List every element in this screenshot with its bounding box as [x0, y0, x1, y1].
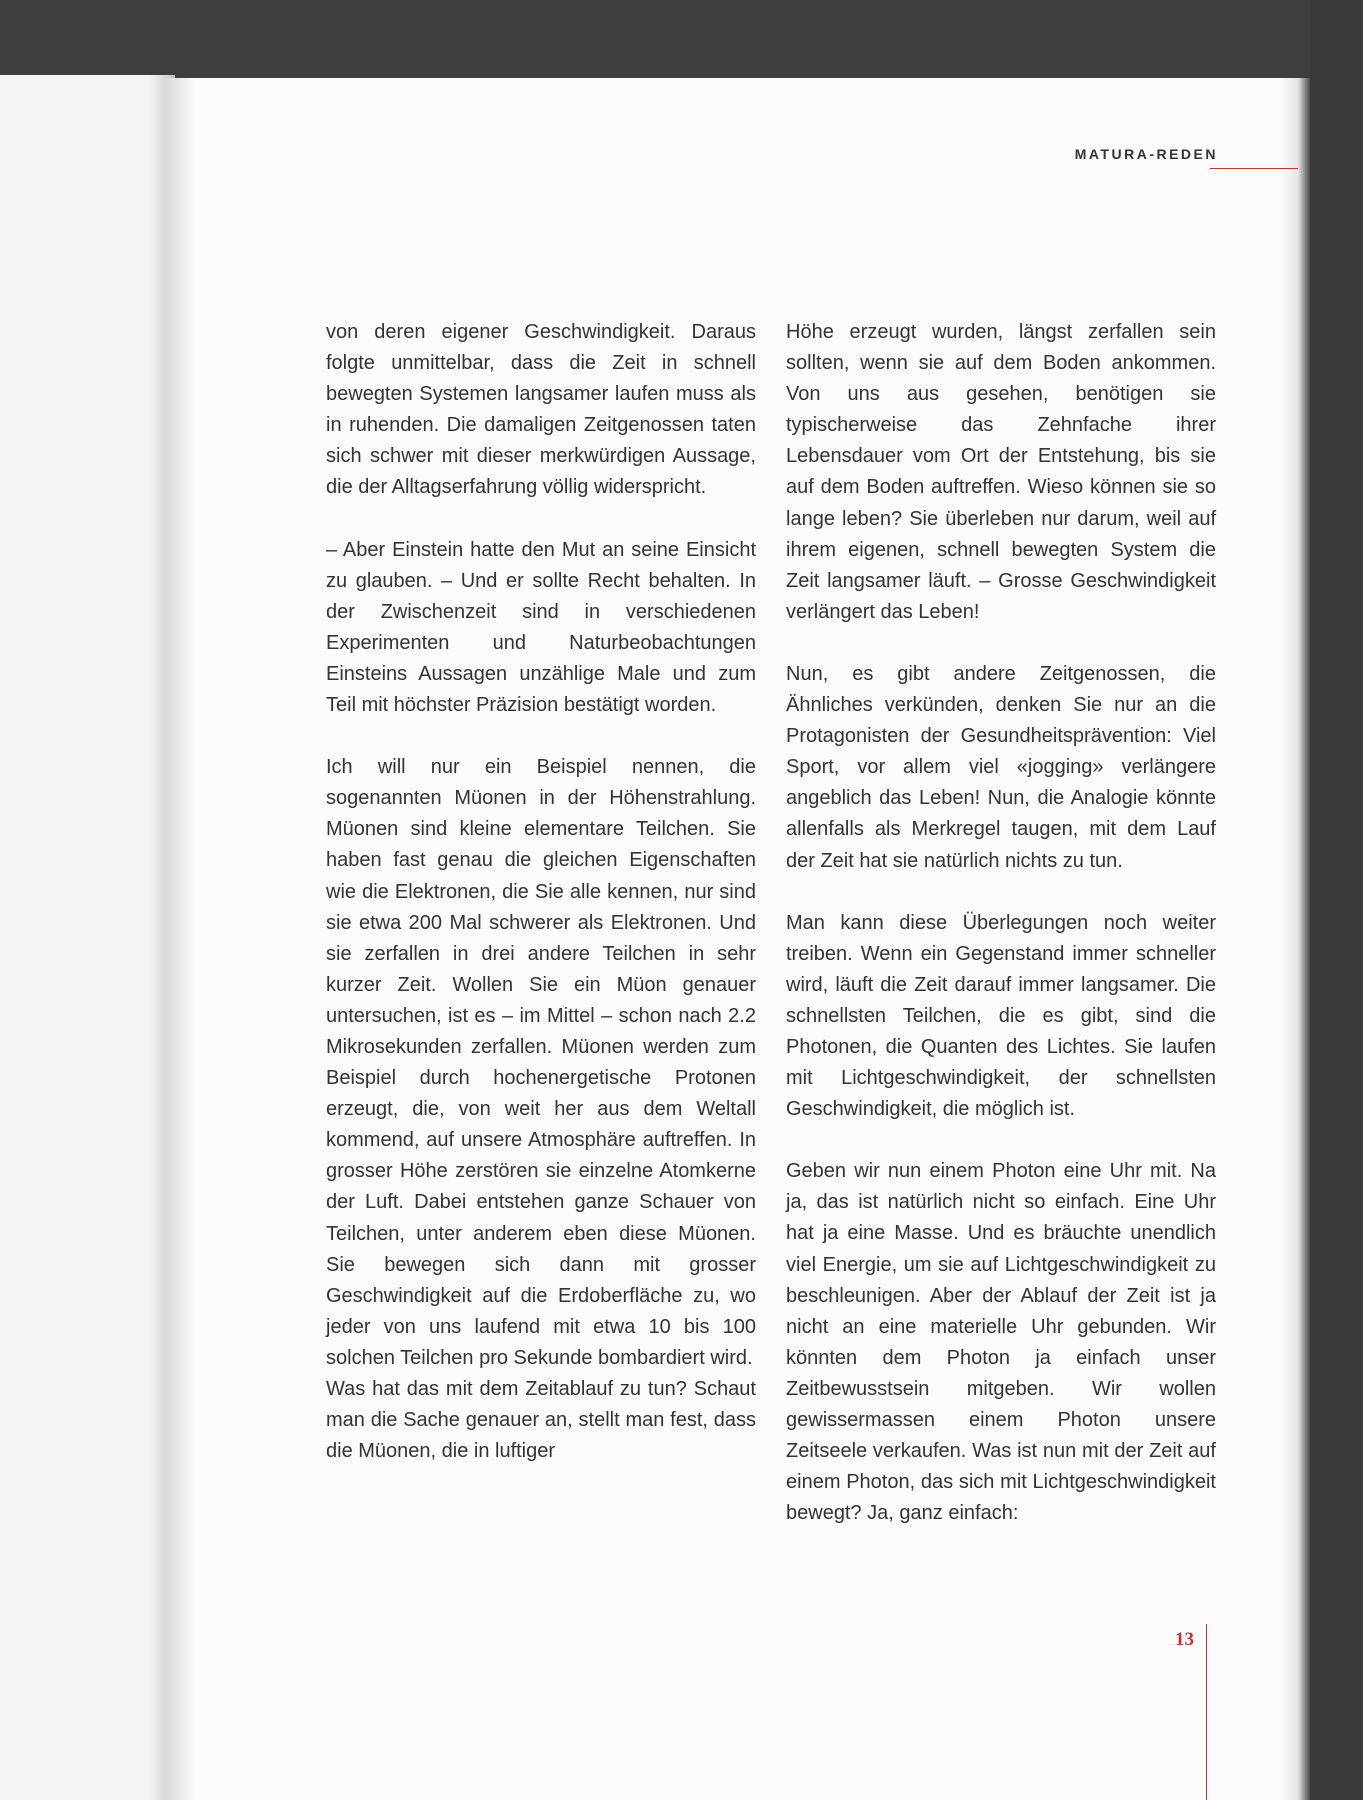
- left-page-edge: [0, 75, 165, 1800]
- page-number-rule: [1206, 1624, 1207, 1800]
- paragraph: – Aber Einstein hatte den Mut an seine Einsicht zu glauben. – Und er sollte Recht behalten. In der Zwischenzeit sind in verschiedenen Experimenten und Naturbeobachtungen Einsteins Aussagen unzählige Male und zum Teil mit höchster Präzision bestätigt worden.: [326, 538, 756, 717]
- paragraph: Höhe erzeugt wurden, längst zerfallen sein sollten, wenn sie auf dem Boden ankommen. Von uns aus gesehen, benötigen sie typischerweise das Zehnfache ihrer Lebensdauer vom Ort der Entstehung, bis sie auf dem Boden auftreffen. Wieso können sie so lange leben? Sie überleben nur darum, weil auf ihrem eigenen, schnell bewegten System die Zeit langsamer läuft. – Grosse Geschwindigkeit verlängert das Leben!: [786, 321, 1216, 623]
- paragraph: Geben wir nun einem Photon eine Uhr mit. Na ja, das ist natürlich nicht so einfach. Eine Uhr hat ja eine Masse. Und es bräuchte unendlich viel Energie, um sie auf Lichtgeschwindigkeit zu beschleunigen. Aber der Ablauf der Zeit ist ja nicht an eine materielle Uhr gebunden. Wir könnten dem Photon ja einfach unser Zeitbewusstsein mitgeben. Wir wollen gewissermassen einem Photon unsere Zeitseele verkaufen. Was ist nun mit der Zeit auf einem Photon, das sich mit Lichtgeschwindigkeit bewegt? Ja, ganz einfach:: [786, 1160, 1216, 1525]
- paragraph: Man kann diese Überlegungen noch weiter treiben. Wenn ein Gegenstand immer schneller wird, läuft die Zeit darauf immer langsamer. Die schnellsten Teilchen, die es gibt, sind die Photonen, die Quanten des Lichtes. Sie laufen mit Lichtgeschwindigkeit, der schnellsten Geschwindigkeit, die möglich ist.: [786, 911, 1216, 1121]
- header-rule: [1210, 168, 1298, 169]
- page-number: 13: [1175, 1629, 1194, 1650]
- paragraph: von deren eigener Geschwindigkeit. Daraus folgte unmittelbar, dass die Zeit in schnell bewegten Systemen langsamer laufen muss als in ruhenden. Die damaligen Zeitgenossen taten sich schwer mit dieser merkwürdigen Aussage, die der Alltagserfahrung völlig widerspricht.: [326, 321, 756, 499]
- scan-background-right: [1310, 0, 1363, 1800]
- paragraph: Ich will nur ein Beispiel nennen, die sogenannten Müonen in der Höhenstrahlung. Müonen sind kleine elementare Teilchen. Sie haben fast genau die gleichen Eigenschaften wie die Elektronen, die Sie alle kennen, nur sind sie etwa 200 Mal schwerer als Elektronen. Und sie zerfallen in drei andere Teilchen in sehr kurzer Zeit. Wollen Sie ein Müon genauer untersuchen, ist es – im Mittel – schon nach 2.2 Mikrosekunden zerfallen. Müonen werden zum Beispiel durch hochenergetische Protonen erzeugt, die, von weit her aus dem Weltall kommend, auf unsere Atmosphäre auftreffen. In grosser Höhe zerstören sie einzelne Atomkerne der Luft. Dabei entstehen ganze Schauer von Teilchen, unter anderem eben diese Müonen. Sie bewegen sich dann mit grosser Geschwindigkeit auf die Erdoberfläche zu, wo jeder von uns laufend mit etwa 10 bis 100 solchen Teilchen pro Sekunde bombardiert wird.: [326, 756, 756, 1369]
- right-column: [786, 317, 1216, 1529]
- running-header: MATURA-REDEN: [1074, 146, 1218, 162]
- paragraph: Nun, es gibt andere Zeitgenossen, die Ähnliches verkünden, denken Sie nur an die Protagonisten der Gesundheitsprävention: Viel Sport, vor allem viel «jogging» verlängere angeblich das Leben! Nun, die Analogie könnte allenfalls als Merkregel taugen, mit dem Lauf der Zeit hat sie natürlich nichts zu tun.: [786, 662, 1216, 872]
- page-right-edge: [1280, 78, 1310, 1800]
- page-gutter-shadow: [165, 78, 195, 1800]
- paragraph: Was hat das mit dem Zeitablauf zu tun? Schaut man die Sache genauer an, stellt man fest, dass die Müonen, die in luftiger: [326, 1378, 756, 1463]
- left-column: [326, 317, 756, 1467]
- scan-background-top: [0, 0, 1363, 80]
